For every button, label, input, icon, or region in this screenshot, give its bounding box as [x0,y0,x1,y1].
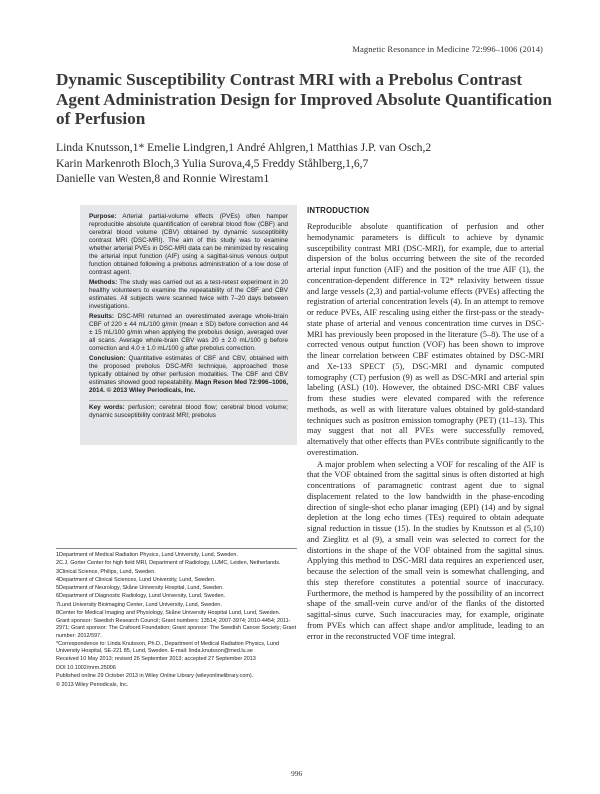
author-line: Karin Markenroth Bloch,3 Yulia Surova,4,5 Freddy Ståhlberg,1,6,7 [56,156,369,170]
footnote-received: Received 10 May 2013; revised 26 September 2013; accepted 27 September 2013 [56,656,256,663]
journal-header: Magnetic Resonance in Medicine 72:996–1006 (2014) [352,44,543,54]
footnote: 2C.J. Gorter Center for high field MRI, Department of Radiology, LUMC, Leiden, Netherlands. [56,560,281,567]
author-line: Danielle van Westen,8 and Ronnie Wirestam1 [56,172,270,185]
abstract-text: The study was carried out as a test-retest experiment in 20 healthy volunteers to examine the repeatability of the CBF and CBV estimates. All subjects were scanned twice with 7–20 days between investigations. [89,278,288,311]
footnote: 3Clinical Science, Philips, Lund, Sweden. [56,568,156,575]
abstract-text: Quantitative estimates of CBF and CBV, obtained with the proposed prebolus DSC-MRI technique, approached those typically obtained by other perfusion modalities. The CBF and CBV estimates showed good repeatability. [89,354,289,386]
page-number: 996 [291,769,303,778]
copyright: © 2013 Wiley Periodicals, Inc. [56,682,129,688]
footnote-doi: DOI 10.1002/mrm.25006 [56,664,116,671]
keywords-label: Key words: [89,403,125,411]
abstract-citation: Magn Reson Med 72:996–1006, 2014. © 2013 Wiley Periodicals, Inc. [89,378,288,394]
footnote: 4Department of Clinical Sciences, Lund University, Lund, Sweden. [56,576,216,583]
footnote: 7Lund University Bioimaging Center, Lund University, Lund, Sweden. [56,601,222,608]
footnote-published: Published online 29 October 2013 in Wiley Online Library (wileyonlinelibrary.com). [56,672,254,679]
footnote-correspondence: *Correspondence to: Linda Knutsson, Ph.D., Department of Medical Radiation Physics, Lund University Hospital, SE-221 85, Lund, Sweden. E-mail: linda.knutsson@med.lu.se [56,640,280,654]
abstract-label: Results: [89,312,115,320]
abstract-label: Purpose: [89,213,117,220]
abstract-conclusion [89,355,288,395]
abstract-keywords [89,400,288,420]
author-list [56,140,556,187]
abstract-text: Arterial partial-volume effects (PVEs) often hamper reproducible absolute quantification of cerebral blood flow (CBF) and cerebral blood volume (CBV) obtained by dynamic susceptibility contrast MRI (DSC-MRI). The aim of this study was to examine whether arterial PVEs in DSC-MRI data can be minimized by rescaling the arterial input function (AIF) using a sagittal-sinus venous output function obtained following a prebolus administration of a low dose of contrast agent. [89,213,288,277]
abstract-box [80,205,297,445]
section-heading: INTRODUCTION [307,206,370,215]
footnote: 8Center for Medical Imaging and Physiology, Skåne University Hospital Lund, Lund, Sweden. [56,609,281,616]
abstract-text: DSC-MRI returned an overestimated average whole-brain CBF of 220 ± 44 mL/100 g/min (mean ± SD) before correction and 44 ± 15 mL/100 g/min when applying the prebolus design, averaged over all scans. Average whole-brain CBV was 20 ± 2.0 mL/100 g before correction and 4.0 ± 1.0 mL/100 g after prebolus correction. [89,312,288,352]
article-title: Dynamic Susceptibility Contrast MRI with a Prebolus Contrast Agent Administration Design for Improved Absolute Quantification of Perfusion [56,70,552,128]
footnote: 1Department of Medical Radiation Physics, Lund University, Lund, Sweden. [56,552,238,558]
footnote-grant: Grant sponsor: Swedish Research Council; Grant numbers: 13514; 2007-3974; 2010-4454; 2011-2971; Grant sponsor: The Crafoord Foundation; Grant sponsor: The Swedish Cancer Society; Grant number: 2012/597. [56,618,297,639]
footnotes [56,548,297,690]
abstract-results [89,313,288,353]
abstract-methods [89,279,288,311]
body-paragraph: Reproducible absolute quantification of perfusion and other hemodynamic parameters is difficult to achieve by dynamic susceptibility contrast MRI (DSC-MRI), for example, due to arterial dispersion of the bolus occurring between the site of the recorded arterial input function (AIF) and the position of the true AIF (1), the concentration-dependent difference in T2* relaxivity between tissue and large vessels (2,3) and partial-volume effects (PVEs) affecting the registration of arterial concentration levels (4). In an attempt to remove or reduce PVEs, AIF rescaling using either the first-pass or the steady-state phase of arterial and venous concentration time curves in DSC-MRI has previously been proposed in the literature (5–8). The use of a corrected venous output function (VOF) has been shown to improve the linear correlation between CBF estimates obtained by DSC-MRI and Xe-133 SPECT (5), DSC-MRI and dynamic computed tomography (CT) perfusion (9) as well as DSC-MRI and arterial spin labeling (ASL) (10). However, the obtained DSC-MRI CBF values from these studies were elevated compared with the reference methods, as well as with literature values obtained by gold-standard techniques such as positron emission tomography (PET) (11–13). This may suggest that not all PVEs were successfully removed, alternatively that other effects than PVEs contribute significantly to the overestimation. [307,222,544,457]
abstract-purpose [89,213,288,277]
footnote: 6Department of Diagnostic Radiology, Lund University, Lund, Sweden. [56,593,226,600]
keywords-text: perfusion; cerebral blood flow; cerebral blood volume; dynamic susceptibility contrast MRI; prebolus [89,403,289,419]
footnote: 5Department of Neurology, Skåne University Hospital, Lund, Sweden. [56,585,224,591]
abstract-label: Conclusion: [89,354,126,362]
abstract-label: Methods: [89,278,118,286]
author-line: Linda Knutsson,1* Emelie Lindgren,1 André Ahlgren,1 Matthias J.P. van Osch,2 [56,141,432,154]
body-paragraph: A major problem when selecting a VOF for rescaling of the AIF is that the VOF obtained from the sagittal sinus is often distorted at high concentrations of paramagnetic contrast agent due to signal displacement related to the low bandwidth in the phase-encoding direction of single-shot echo planar imaging (EPI) (14) and by signal depletion at the long echo times (TEs) required to obtain adequate signal reduction in tissue (15). In the studies by Knutsson et al (5,10) and Zieglitz et al (9), a small vein was selected to correct for the distortions in the shape of the VOF obtained from the sagittal sinus. Applying this method to DSC-MRI data requires an experienced user, because the selection of the small vein is somewhat challenging, and this step therefore constitutes a potential source of inaccuracy. Furthermore, the method is hampered by the possibility of an incorrect shape of the small-vein curve and/or of the flanks of the distorted sagittal-sinus curve. Such inaccuracies may, for example, originate from PVEs which can affect shape and/or amplitude, leading to an error in the reconstructed VOF time integral. [307,459,544,641]
introduction-body [307,222,544,642]
